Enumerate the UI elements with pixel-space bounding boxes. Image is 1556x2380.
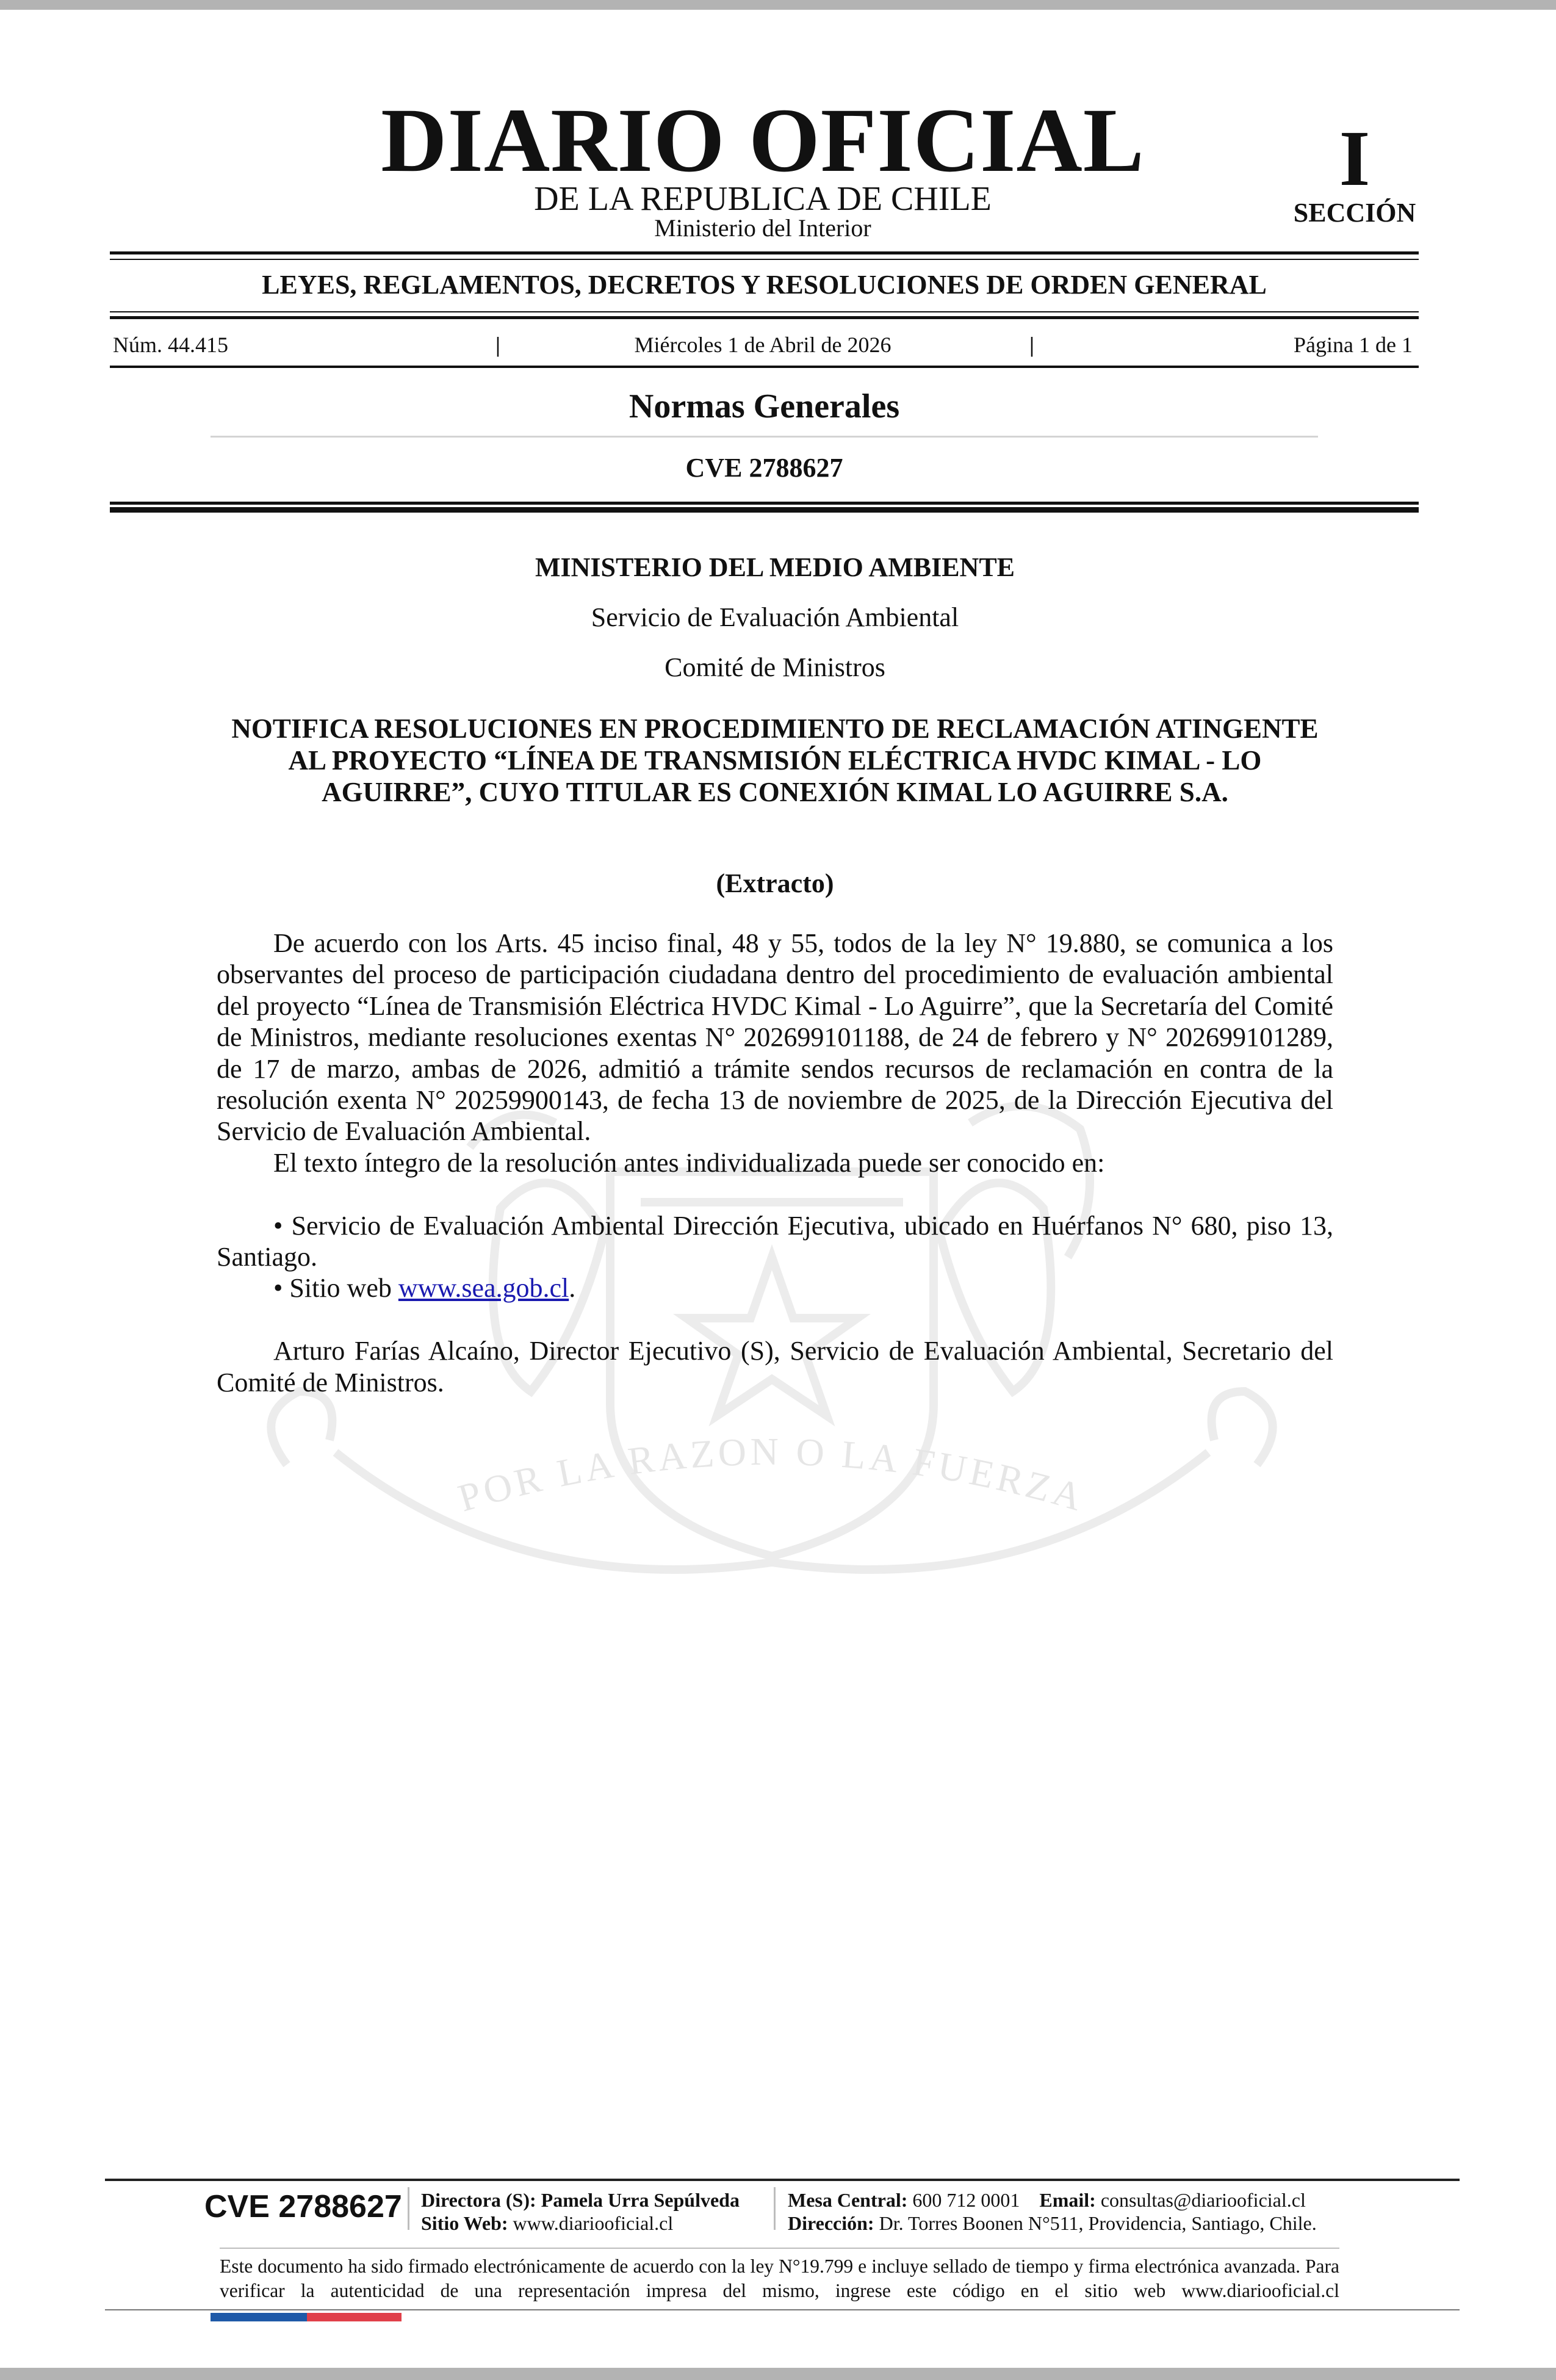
footer-legal-notice: Este documento ha sido firmado electrónicamente de acuerdo con la ley N°19.799 e incluye sellado de tiempo y firma electrónica avanzada. Para verificar la autenticidad de una representación impresa del mismo, ingrese este código en el sitio web www.diariooficial.cl	[220, 2256, 1339, 2301]
body-paragraph-2: El texto íntegro de la resolución antes individualizada puede ser conocido en:	[273, 1147, 1105, 1178]
footer-website	[421, 2212, 740, 2235]
section-title-rule	[211, 436, 1318, 438]
issue-date: Miércoles 1 de Abril de 2026	[634, 333, 891, 357]
issue-separator-right: |	[1029, 333, 1034, 357]
footer-rule-top	[105, 2179, 1460, 2181]
masthead-subtitle: DE LA REPUBLICA DE CHILE	[534, 180, 992, 218]
category-rule-thin	[110, 311, 1419, 312]
category-rule-thick	[110, 316, 1419, 319]
section-number: I	[1339, 115, 1371, 203]
page-top-edge	[0, 0, 1556, 10]
issue-page: Página 1 de 1	[1294, 333, 1413, 357]
page-bottom-edge	[0, 2368, 1556, 2380]
footer-email[interactable]: consultas@diariooficial.cl	[1100, 2189, 1306, 2211]
footer-divider	[220, 2248, 1339, 2249]
body-paragraph-1: De acuerdo con los Arts. 45 inciso final, 48 y 55, todos de la ley N° 19.880, se comunica a los observantes del proceso de participación ciudadana dentro del procedimiento de evaluación ambiental del proyecto “Línea de Transmisión Eléctrica HVDC Kimal - Lo Aguirre”, que la Secretaría del Comité de Ministros, mediante resoluciones exentas N° 202699101188, de 24 de febrero y N° 202699101289, de 17 de marzo, ambas de 2026, admitió a trámite sendos recursos de reclamación en contra de la resolución exenta N° 20259900143, de fecha 13 de noviembre de 2025, de la Dirección Ejecutiva del Servicio de Evaluación Ambiental.	[217, 928, 1333, 1147]
document-title: NOTIFICA RESOLUCIONES EN PROCEDIMIENTO DE RECLAMACIÓN ATINGENTE AL PROYECTO “LÍNEA DE TRANSMISIÓN ELÉCTRICA HVDC KIMAL - LO AGUIRRE”, CUYO TITULAR ES CONEXIÓN KIMAL LO AGUIRRE S.A.	[231, 713, 1319, 807]
footer-rule-bottom	[105, 2309, 1460, 2310]
footer-address-text: Dr. Torres Boonen N°511, Providencia, Santiago, Chile.	[879, 2212, 1317, 2234]
footer-address	[788, 2212, 1317, 2235]
document-service: Servicio de Evaluación Ambiental	[591, 602, 959, 632]
footer-email-label: Email:	[1039, 2189, 1096, 2211]
masthead-rule-thick	[110, 251, 1419, 254]
footer-separator-2	[774, 2187, 776, 2230]
footer-phone-label: Mesa Central:	[788, 2189, 908, 2211]
footer-address-label: Dirección:	[788, 2212, 874, 2234]
sea-website-link[interactable]: www.sea.gob.cl	[398, 1273, 569, 1304]
footer-director	[421, 2188, 740, 2212]
issue-rule	[110, 366, 1419, 368]
bullet-website-suffix: .	[569, 1273, 576, 1304]
flag-stripe-red	[307, 2313, 402, 2321]
footer-phone: 600 712 0001	[912, 2189, 1020, 2211]
issue-info-row	[113, 330, 1413, 360]
footer-cve: CVE 2788627	[204, 2189, 402, 2224]
footer-website-label: Sitio Web:	[421, 2212, 508, 2234]
masthead-ministry: Ministerio del Interior	[654, 214, 871, 242]
bullet-website-prefix: • Sitio web	[273, 1273, 398, 1304]
section-title: Normas Generales	[629, 388, 900, 425]
signature: Arturo Farías Alcaíno, Director Ejecutivo (S), Servicio de Evaluación Ambiental, Secretario del Comité de Ministros.	[217, 1336, 1333, 1397]
masthead-rule-thin	[110, 259, 1419, 260]
header-rule-thin	[110, 502, 1419, 505]
cve-heading: CVE 2788627	[685, 453, 843, 483]
footer-director-block	[421, 2188, 740, 2235]
footer-contact-block	[788, 2188, 1317, 2235]
header-rule-thick	[110, 507, 1419, 513]
footer-phone-email	[788, 2188, 1317, 2212]
flag-stripe-blue	[211, 2313, 307, 2321]
bullet-website	[217, 1272, 1333, 1304]
extract-label: (Extracto)	[716, 868, 834, 898]
footer-website-url[interactable]: www.diariooficial.cl	[513, 2212, 674, 2234]
watermark-motto: POR LA RAZON O LA FUERZA	[453, 1429, 1090, 1520]
category-heading: LEYES, REGLAMENTOS, DECRETOS Y RESOLUCIONES DE ORDEN GENERAL	[262, 270, 1267, 300]
issue-number: Núm. 44.415	[113, 333, 228, 357]
section-label: SECCIÓN	[1293, 198, 1416, 228]
issue-separator-left: |	[495, 333, 500, 357]
document-ministry: MINISTERIO DEL MEDIO AMBIENTE	[535, 552, 1015, 582]
footer-director-name: Pamela Urra Sepúlveda	[541, 2189, 740, 2211]
document-body	[217, 928, 1333, 1398]
document-committee: Comité de Ministros	[665, 652, 885, 682]
footer-director-label: Directora (S):	[421, 2189, 536, 2211]
masthead-title: DIARIO OFICIAL	[381, 90, 1145, 191]
bullet-office: • Servicio de Evaluación Ambiental Dirección Ejecutiva, ubicado en Huérfanos N° 680, piso 13, Santiago.	[217, 1210, 1333, 1272]
footer-separator-1	[408, 2187, 409, 2230]
